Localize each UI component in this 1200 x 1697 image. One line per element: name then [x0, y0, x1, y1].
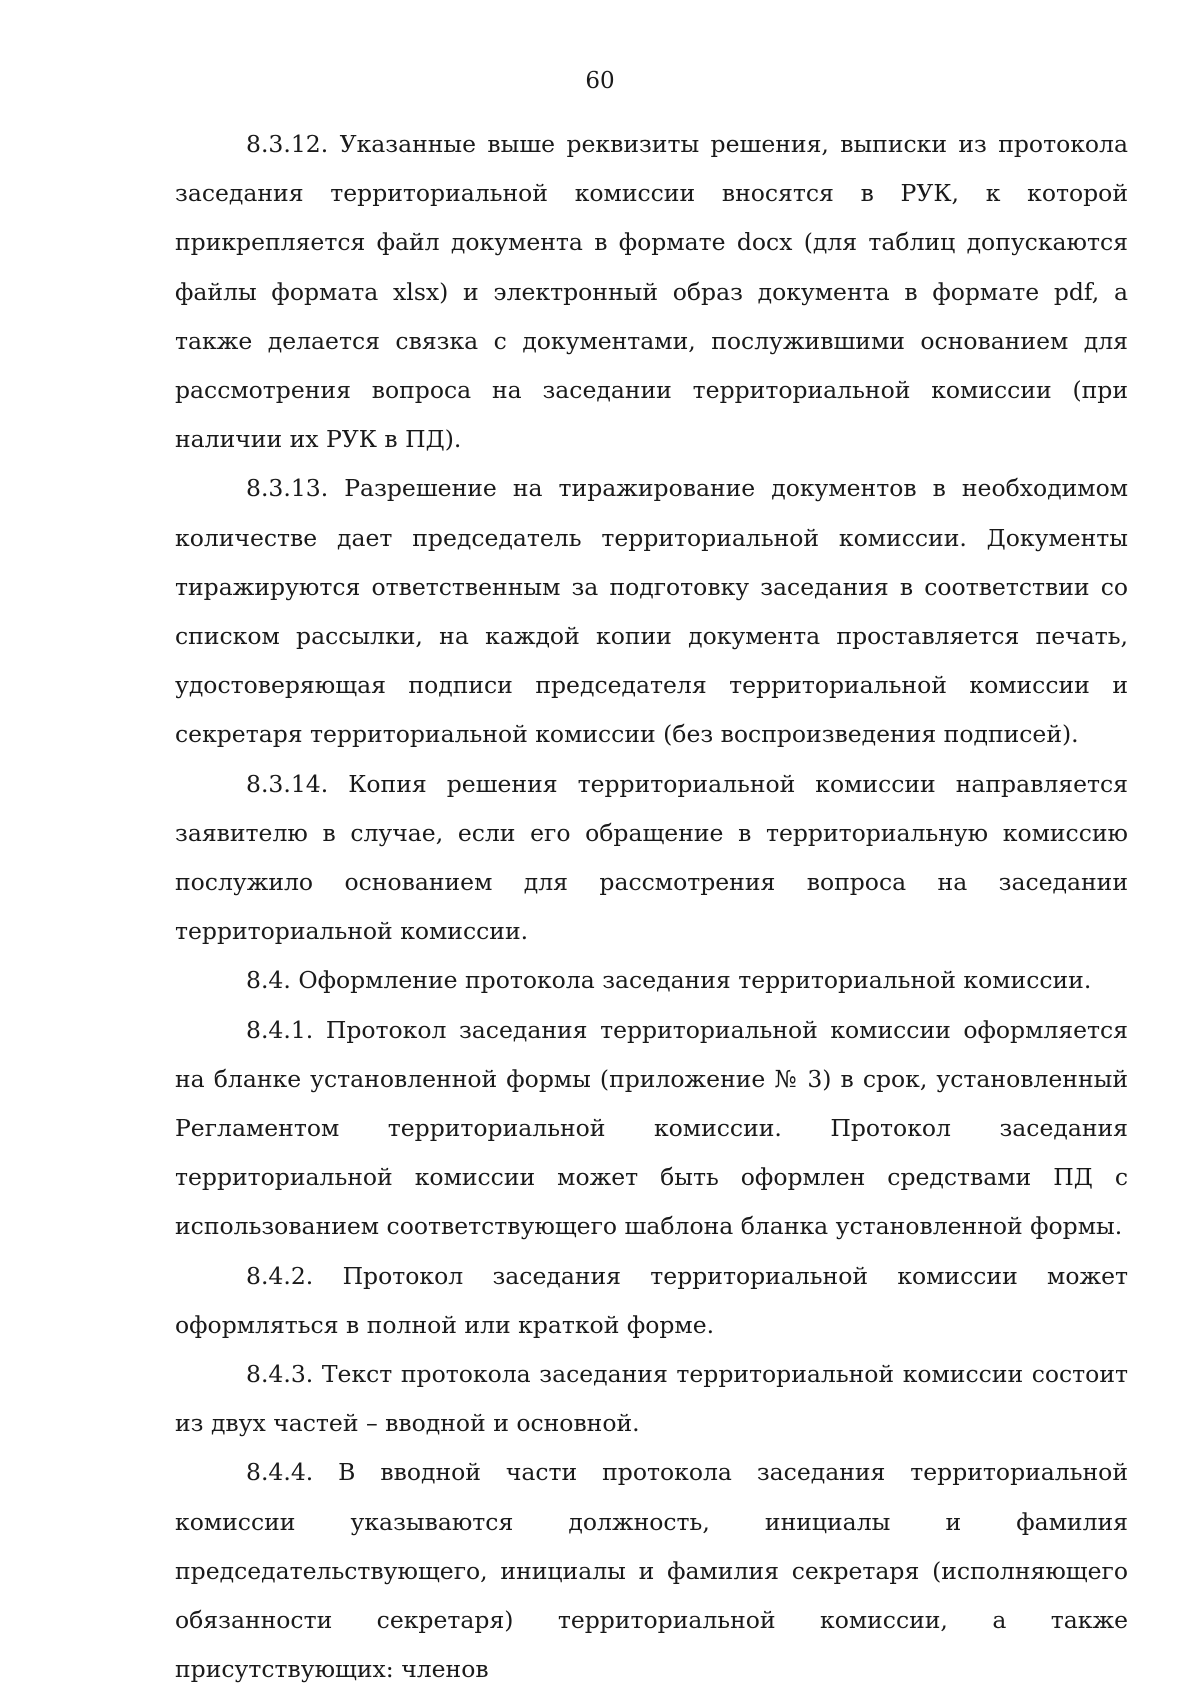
document-body — [175, 120, 1128, 1695]
paragraph-8-3-13: 8.3.13. Разрешение на тиражирование документов в необходимом количестве дает председатель территориальной комиссии. Документы тиражируются ответственным за подготовку заседания в соответствии со списком рассылки, на каждой копии документа проставляется печать, удостоверяющая подписи председателя территориальной комиссии и секретаря территориальной комиссии (без воспроизведения подписей). — [175, 474, 1128, 749]
paragraph-8-4-2: 8.4.2. Протокол заседания территориальной комиссии может оформляться в полной или краткой форме. — [175, 1261, 1128, 1339]
paragraph-8-4-4: 8.4.4. В вводной части протокола заседания территориальной комиссии указываются должность, инициалы и фамилия председательствующего, инициалы и фамилия секретаря (исполняющего обязанности секретаря) территориальной комиссии, а также присутствующих: членов — [175, 1458, 1128, 1684]
paragraph-8-4-1: 8.4.1. Протокол заседания территориальной комиссии оформляется на бланке установленной формы (приложение № 3) в срок, установленный Регламентом территориальной комиссии. Протокол заседания территориальной комиссии может быть оформлен средствами ПД с использованием соответствующего шаблона бланка установленной формы. — [175, 1015, 1128, 1241]
paragraph-8-4-3: 8.4.3. Текст протокола заседания территориальной комиссии состоит из двух частей – вводной и основной. — [175, 1360, 1128, 1438]
paragraph-8-3-12: 8.3.12. Указанные выше реквизиты решения, выписки из протокола заседания территориальной комиссии вносятся в РУК, к которой прикрепляется файл документа в формате docx (для таблиц допускаются файлы формата xlsx) и электронный образ документа в формате pdf, а также делается связка с документами, послужившими основанием для рассмотрения вопроса на заседании территориальной комиссии (при наличии их РУК в ПД). — [175, 130, 1128, 454]
section-heading-8-4: 8.4. Оформление протокола заседания территориальной комиссии. — [246, 966, 1092, 995]
page-number: 60 — [585, 68, 615, 94]
paragraph-8-3-14: 8.3.14. Копия решения территориальной комиссии направляется заявителю в случае, если его обращение в территориальную комиссию послужило основанием для рассмотрения вопроса на заседании территориальной комиссии. — [175, 769, 1128, 946]
